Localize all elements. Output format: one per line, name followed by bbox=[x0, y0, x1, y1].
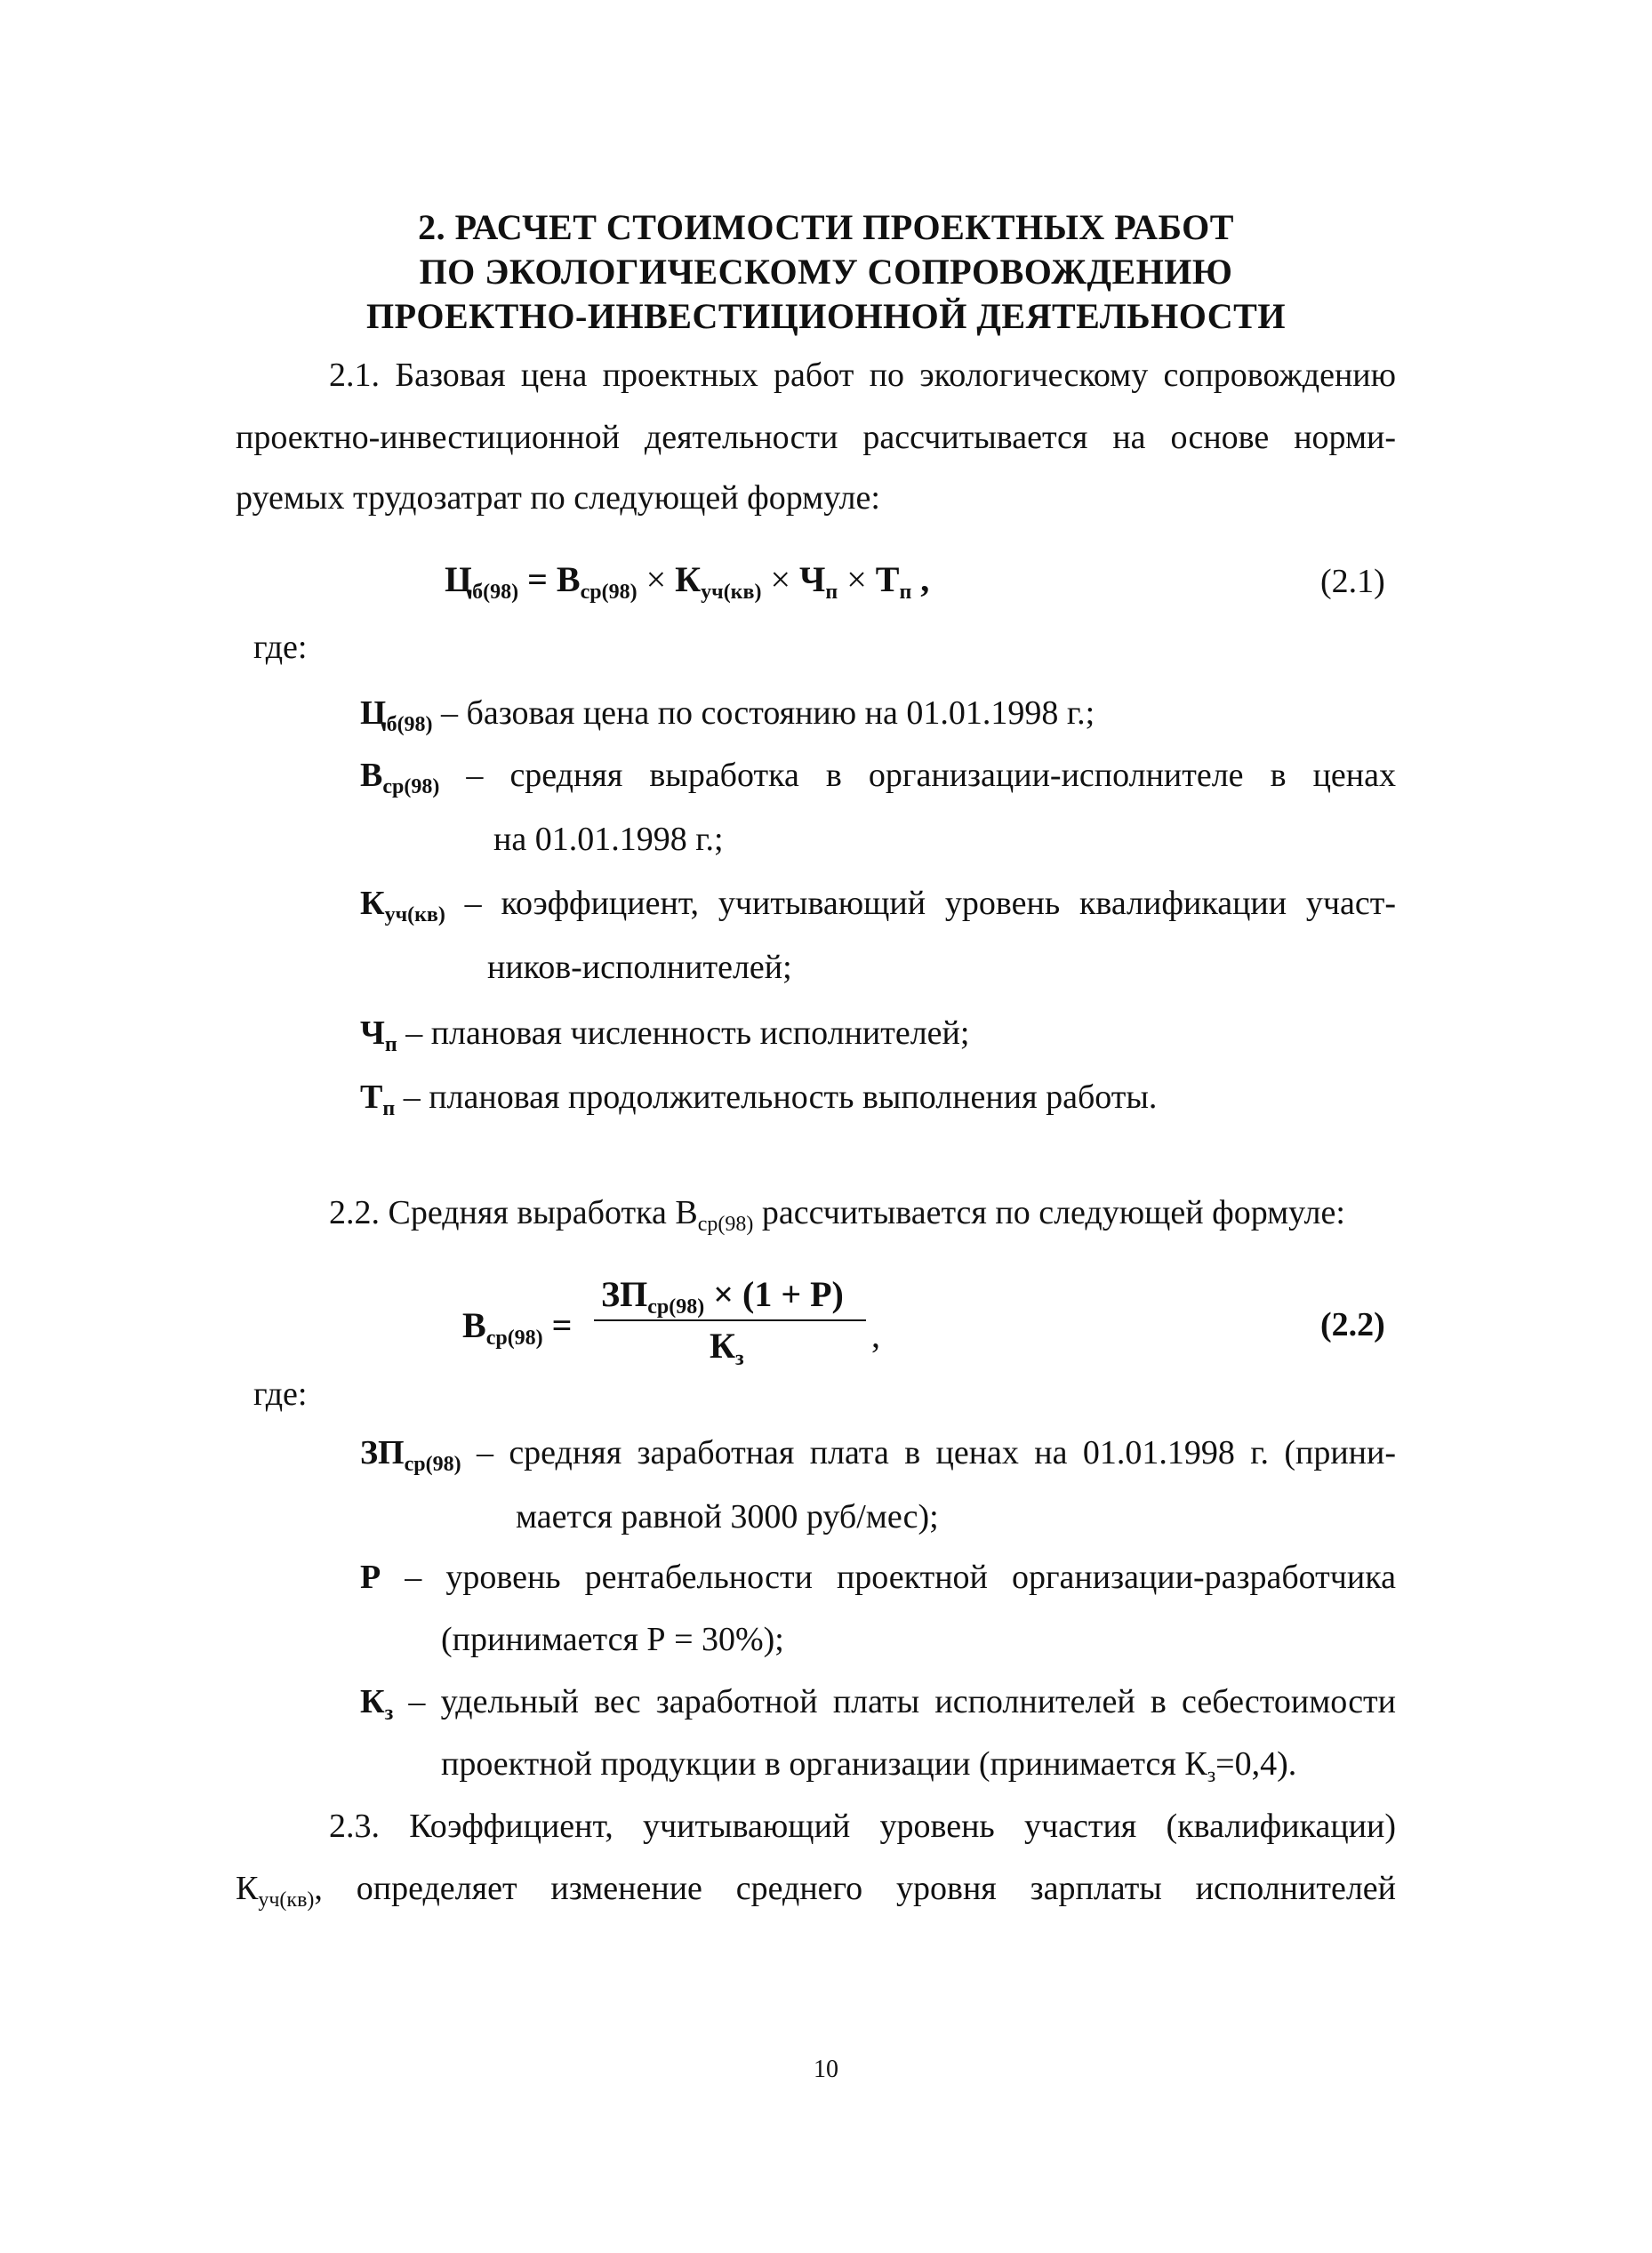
formula-2-2-den-sub: з bbox=[735, 1347, 744, 1370]
paragraph-2-2-intro-sub: ср(98) bbox=[697, 1213, 754, 1236]
formula-2-2-eq: = bbox=[542, 1305, 573, 1345]
paragraph-2-2-intro-b: рассчитывается по следующей формуле: bbox=[753, 1194, 1345, 1231]
section-title-line-3: ПРОЕКТНО-ИНВЕСТИЦИОННОЙ ДЕЯТЕЛЬНОСТИ bbox=[366, 296, 1286, 336]
def-ch-p-symbol: Ч bbox=[360, 1014, 385, 1052]
formula-2-1-eq: = bbox=[518, 559, 557, 599]
paragraph-2-3-text-1: 2.3. Коэффициент, учитывающий уровень участия (квалификации) bbox=[329, 1808, 1396, 1845]
where-label-2: где: bbox=[253, 1375, 308, 1413]
def-t-p-symbol: Т bbox=[360, 1078, 383, 1116]
formula-2-2-fraction-bar bbox=[594, 1319, 866, 1321]
formula-2-2-num-a: ЗП bbox=[601, 1274, 648, 1314]
def-zp-sr98 bbox=[360, 1433, 1396, 1476]
def-c-b98 bbox=[360, 694, 1095, 736]
paragraph-2-2-intro bbox=[329, 1193, 1345, 1236]
formula-2-2-num-b: × (1 + Р) bbox=[704, 1274, 844, 1314]
section-title-line-2: ПО ЭКОЛОГИЧЕСКОМУ СОПРОВОЖДЕНИЮ bbox=[419, 252, 1233, 292]
where-label-1: где: bbox=[253, 629, 308, 666]
def-b-sr98-text: – средняя выработка в организации-исполнителе в ценах bbox=[439, 757, 1396, 794]
def-b-sr98-sub: ср(98) bbox=[382, 775, 440, 798]
formula-2-1-c-sub: б(98) bbox=[472, 581, 519, 604]
def-ch-p bbox=[360, 1014, 970, 1056]
def-b-sr98 bbox=[360, 756, 1396, 798]
def-r bbox=[360, 1558, 1396, 1597]
paragraph-2-1-line-3: руемых трудозатрат по следующей формуле: bbox=[236, 479, 880, 517]
formula-2-1-t: Т bbox=[875, 559, 900, 599]
def-c-b98-sub: б(98) bbox=[386, 713, 433, 736]
def-k-z-continuation bbox=[441, 1744, 1297, 1787]
formula-2-2-den: К bbox=[710, 1326, 736, 1366]
formula-2-1-b: В bbox=[556, 559, 581, 599]
paragraph-2-1-line-1 bbox=[329, 356, 1396, 395]
paragraph-2-1-line-2 bbox=[236, 418, 1396, 457]
formula-2-2-tail: , bbox=[871, 1315, 880, 1355]
formula-2-2-numerator bbox=[601, 1273, 844, 1319]
def-k-z bbox=[360, 1682, 1396, 1725]
def-b-sr98-continuation: на 01.01.1998 г.; bbox=[493, 821, 724, 858]
formula-2-1 bbox=[445, 558, 930, 604]
def-k-uch-continuation: ников-исполнителей; bbox=[487, 949, 792, 986]
paragraph-2-3-symbol: К bbox=[236, 1870, 259, 1907]
def-k-z-text: – удельный вес заработной платы исполнителей в себестоимости bbox=[393, 1683, 1396, 1720]
def-zp-sr98-text: – средняя заработная плата в ценах на 01.01.1998 г. (прини- bbox=[461, 1434, 1396, 1471]
def-r-continuation: (принимается Р = 30%); bbox=[441, 1621, 784, 1658]
def-r-symbol: Р bbox=[360, 1559, 381, 1596]
paragraph-2-2-intro-a: 2.2. Средняя выработка В bbox=[329, 1194, 698, 1231]
def-k-uch bbox=[360, 884, 1396, 926]
def-k-z-continuation-tail: =0,4). bbox=[1215, 1745, 1297, 1783]
formula-2-1-k: К bbox=[675, 559, 702, 599]
formula-2-1-ch: Ч bbox=[799, 559, 826, 599]
def-k-z-symbol: К bbox=[360, 1683, 385, 1720]
def-k-uch-symbol: К bbox=[360, 885, 385, 922]
formula-2-2-num-sub: ср(98) bbox=[647, 1295, 705, 1319]
def-c-b98-symbol: Ц bbox=[360, 694, 387, 732]
paragraph-2-3-text-2: , определяет изменение среднего уровня зарплаты исполнителей bbox=[314, 1870, 1396, 1907]
def-zp-sr98-continuation: мается равной 3000 руб/мес); bbox=[516, 1498, 939, 1535]
formula-2-2-lhs-sub: ср(98) bbox=[485, 1327, 543, 1350]
def-k-uch-sub: уч(кв) bbox=[384, 903, 445, 926]
def-k-z-continuation-sub: з bbox=[1207, 1764, 1216, 1787]
page-number: 10 bbox=[814, 2056, 838, 2083]
paragraph-2-1-text-1: 2.1. Базовая цена проектных работ по экологическому сопровождению bbox=[329, 357, 1396, 394]
formula-2-2-lhs-symbol: В bbox=[462, 1305, 486, 1345]
def-t-p-sub: п bbox=[382, 1097, 396, 1120]
def-c-b98-text: – базовая цена по состоянию на 01.01.1998 г.; bbox=[432, 694, 1095, 732]
formula-2-1-t-sub: п bbox=[899, 581, 912, 604]
def-t-p-text: – плановая продолжительность выполнения работы. bbox=[395, 1078, 1158, 1116]
def-zp-sr98-sub: ср(98) bbox=[404, 1453, 461, 1476]
formula-2-1-c: Ц bbox=[445, 559, 473, 599]
def-k-z-continuation-text: проектной продукции в организации (принимается К bbox=[441, 1745, 1207, 1783]
formula-2-1-x3: × bbox=[838, 559, 876, 599]
equation-number-2-1: (2.1) bbox=[1320, 563, 1385, 600]
formula-2-1-x1: × bbox=[637, 559, 676, 599]
formula-2-2-denominator bbox=[710, 1325, 744, 1370]
paragraph-2-1-text-2: проектно-инвестиционной деятельности рассчитывается на основе норми- bbox=[236, 419, 1396, 456]
paragraph-2-3-line-1 bbox=[329, 1807, 1396, 1846]
formula-2-1-x2: × bbox=[761, 559, 800, 599]
formula-2-1-ch-sub: п bbox=[825, 581, 838, 604]
equation-number-2-2: (2.2) bbox=[1320, 1306, 1385, 1343]
def-ch-p-sub: п bbox=[384, 1033, 397, 1056]
formula-2-1-k-sub: уч(кв) bbox=[701, 581, 762, 604]
paragraph-2-3-line-2 bbox=[236, 1869, 1396, 1912]
section-title-line-1: 2. РАСЧЕТ СТОИМОСТИ ПРОЕКТНЫХ РАБОТ bbox=[418, 207, 1234, 247]
def-ch-p-text: – плановая численность исполнителей; bbox=[397, 1014, 970, 1052]
formula-2-2-lhs bbox=[462, 1304, 573, 1350]
def-b-sr98-symbol: В bbox=[360, 757, 383, 794]
formula-2-1-tail: , bbox=[911, 559, 930, 599]
formula-2-1-b-sub: ср(98) bbox=[580, 581, 638, 604]
def-t-p bbox=[360, 1078, 1158, 1120]
def-r-text: – уровень рентабельности проектной организации-разработчика bbox=[381, 1559, 1396, 1596]
def-zp-sr98-symbol: ЗП bbox=[360, 1434, 405, 1471]
paragraph-2-3-sub: уч(кв) bbox=[258, 1888, 315, 1912]
def-k-z-sub: з bbox=[384, 1702, 394, 1725]
def-k-uch-text: – коэффициент, учитывающий уровень квалификации участ- bbox=[445, 885, 1396, 922]
